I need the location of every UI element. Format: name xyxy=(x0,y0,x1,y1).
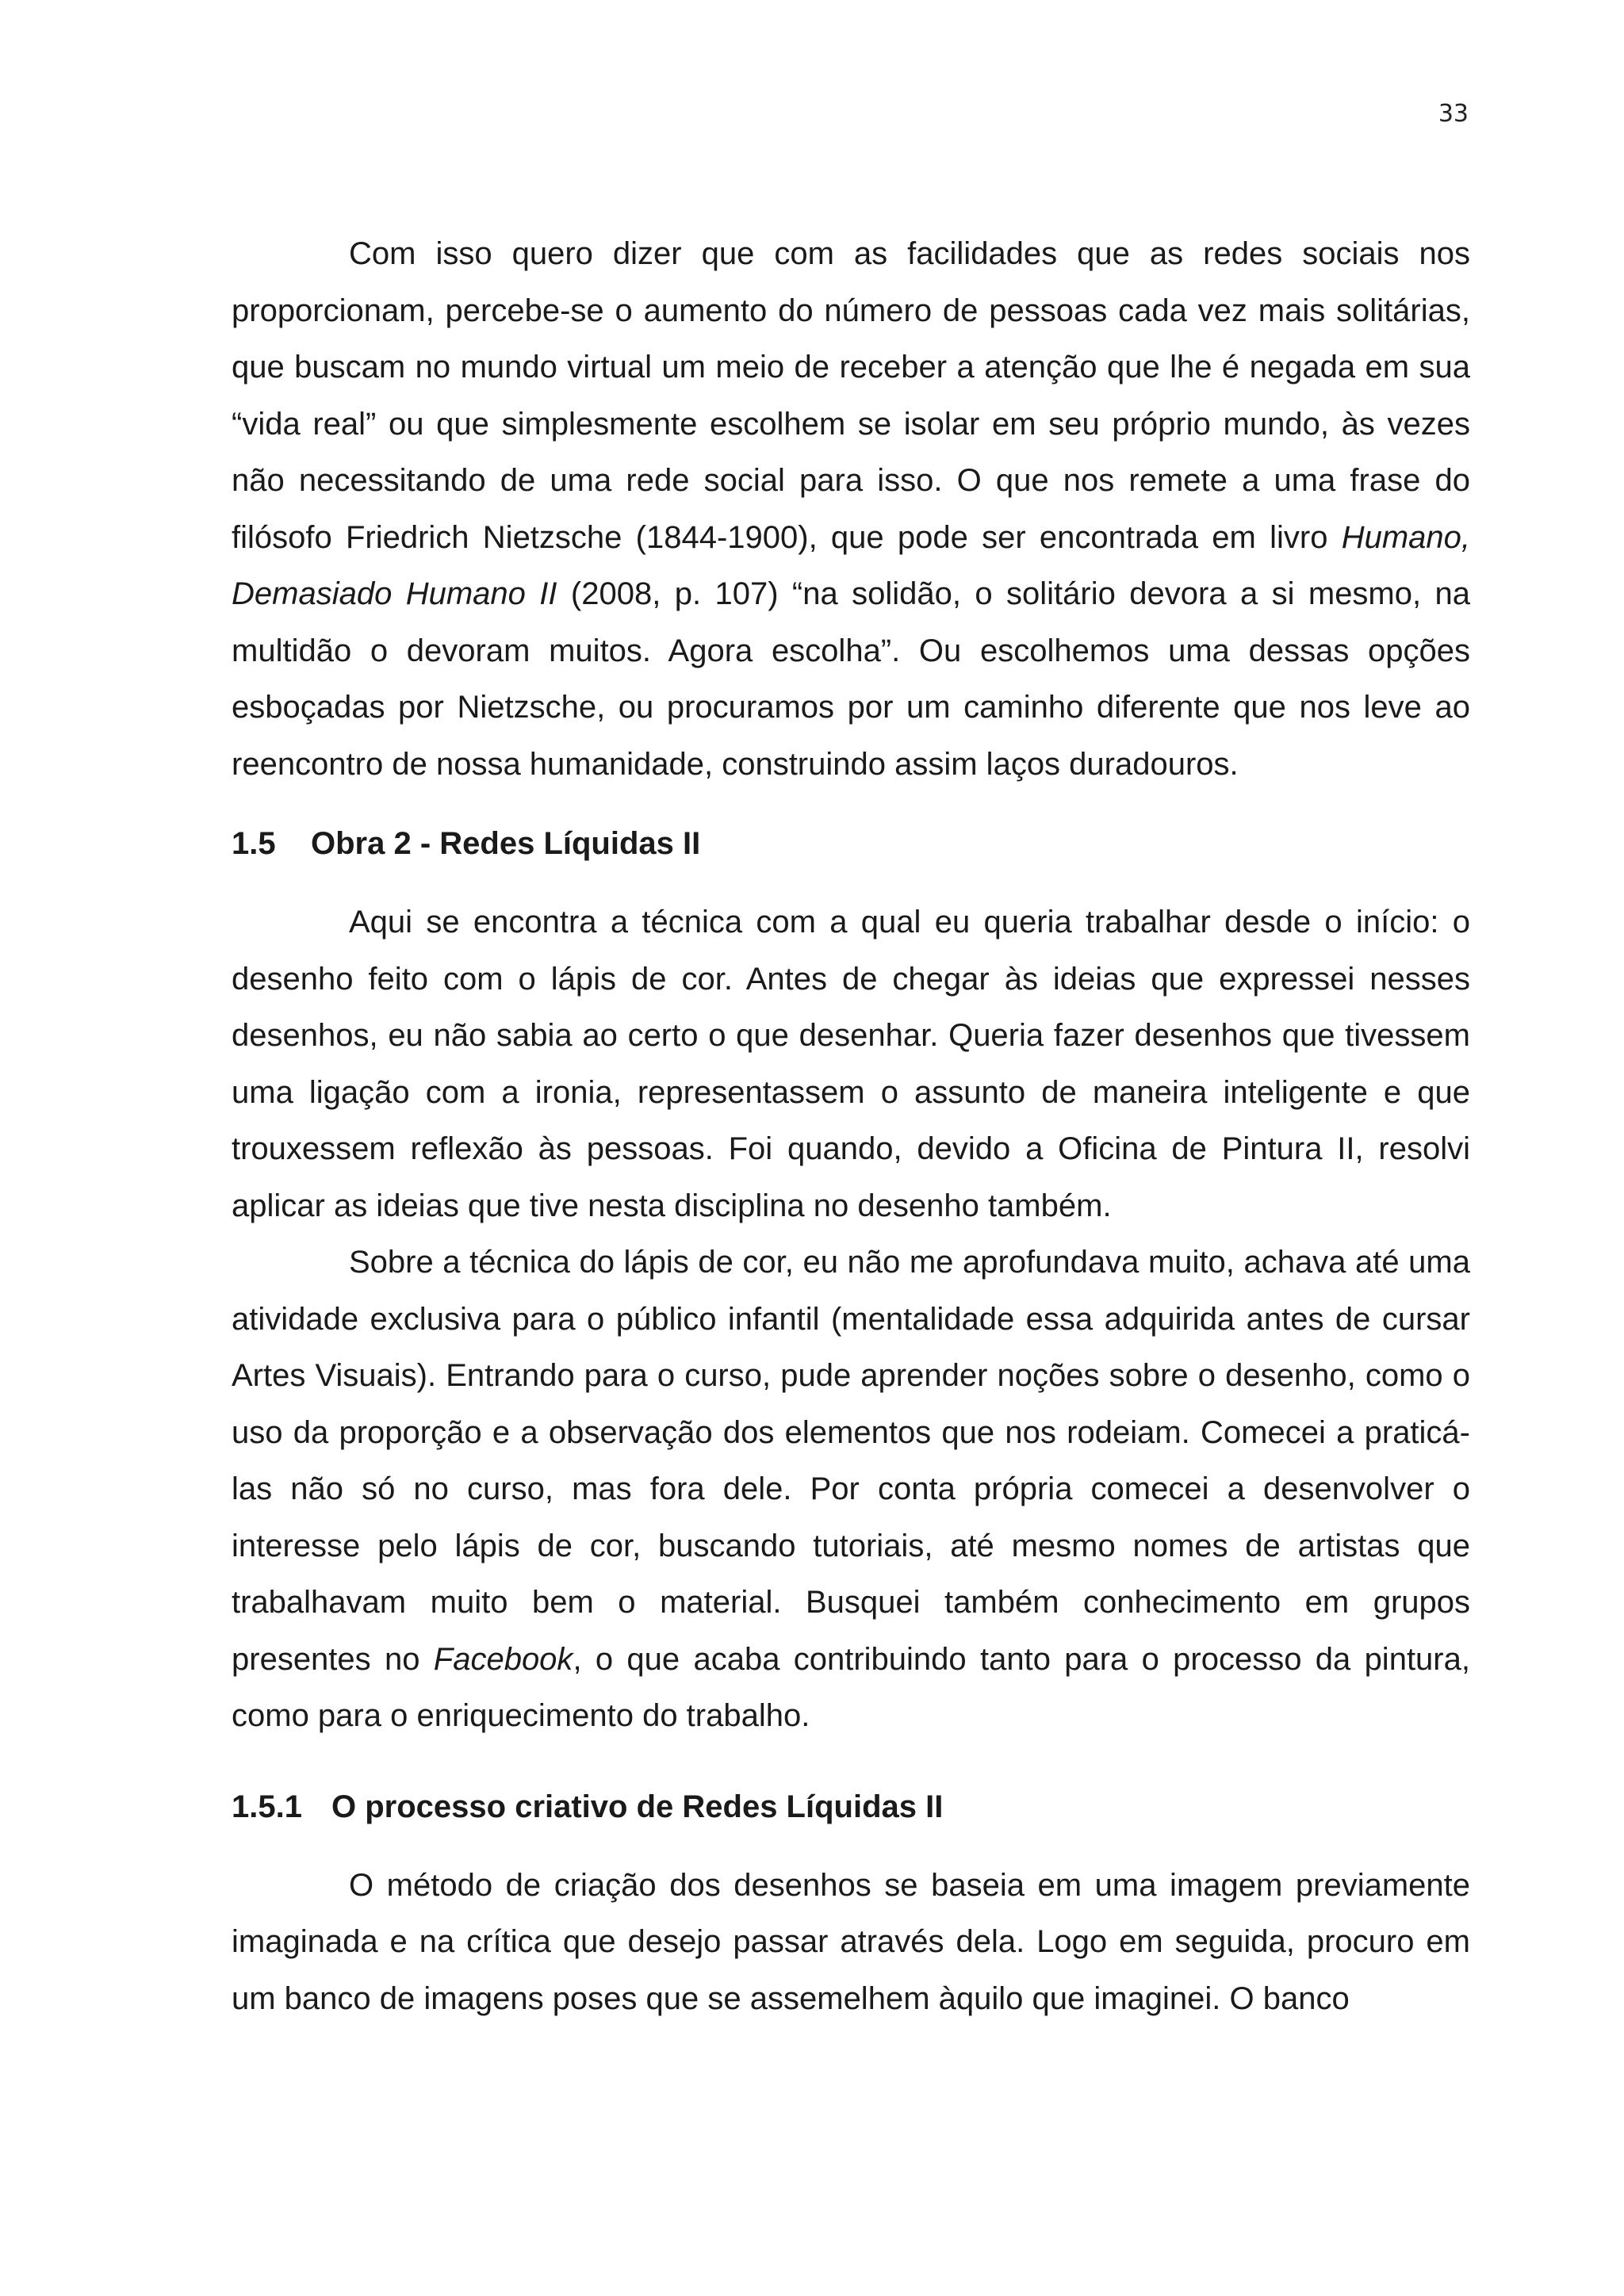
paragraph-text: Sobre a técnica do lápis de cor, eu não me aprofundava muito, achava até uma atividade exclusiva para o público infantil (mentalidade essa adquirida antes de cursar Artes Visuais). Entrando para o curso, pude aprender noções sobre o desenho, como o uso da proporção e a observação dos elementos que nos rodeiam. Comecei a praticá-las não só no curso, mas fora dele. Por conta própria comecei a desenvolver o interesse pelo lápis de cor, buscando tutoriais, até mesmo nomes de artistas que trabalhavam muito bem o material. Busquei também conhecimento em grupos presentes no xyxy=(232,1245,1470,1677)
subsection-title: O processo criativo de Redes Líquidas II xyxy=(331,1789,944,1824)
paragraph-text: Com isso quero dizer que com as facilidades que as redes sociais nos proporcionam, percebe-se o aumento do número de pessoas cada vez mais solitárias, que buscam no mundo virtual um meio de receber a atenção que lhe é negada em sua “vida real” ou que simplesmente escolhem se isolar em seu próprio mundo, às vezes não necessitando de uma rede social para isso. O que nos remete a uma frase do filósofo Friedrich Nietzsche (1844-1900), que pode ser encontrada em livro xyxy=(232,236,1470,555)
page-number: 33 xyxy=(1438,100,1469,128)
paragraph-colored-pencil xyxy=(232,1234,1470,1745)
paragraph-text: (2008, p. 107) “na solidão, o solitário devora a si mesmo, na multidão o devoram muitos. Agora escolha”. Ou escolhemos uma dessas opções esboçadas por Nietzsche, ou procuramos por um caminho diferente que nos leve ao reencontro de nossa humanidade, construindo assim laços duradouros. xyxy=(232,576,1470,782)
page-body xyxy=(232,226,1470,2027)
subsection-heading xyxy=(232,1783,1470,1831)
paragraph-technique: Aqui se encontra a técnica com a qual eu queria trabalhar desde o início: o desenho feito com o lápis de cor. Antes de chegar às ideias que expressei nesses desenhos, eu não sabia ao certo o que desenhar. Queria fazer desenhos que tivessem uma ligação com a ironia, representassem o assunto de maneira inteligente e que trouxessem reflexão às pessoas. Foi quando, devido a Oficina de Pintura II, resolvi aplicar as ideias que tive nesta disciplina no desenho também. xyxy=(232,905,1470,1223)
section-number: 1.5 xyxy=(232,826,276,861)
paragraph-text: , o que acaba contribuindo tanto para o processo da pintura, como para o enriquecimento do trabalho. xyxy=(232,1641,1470,1733)
paragraph-creative-method: O método de criação dos desenhos se baseia em uma imagem previamente imaginada e na crítica que desejo passar através dela. Logo em seguida, procuro em um banco de imagens poses que se assemelhem àquilo que imaginei. O banco xyxy=(232,1867,1470,2016)
paragraph-solitude xyxy=(232,226,1470,793)
section-title: Obra 2 - Redes Líquidas II xyxy=(311,826,701,861)
facebook-term: Facebook xyxy=(433,1641,573,1677)
subsection-number: 1.5.1 xyxy=(232,1789,302,1824)
section-heading xyxy=(232,820,1470,867)
book-title: Humano, Demasiado Humano II xyxy=(232,519,1470,611)
